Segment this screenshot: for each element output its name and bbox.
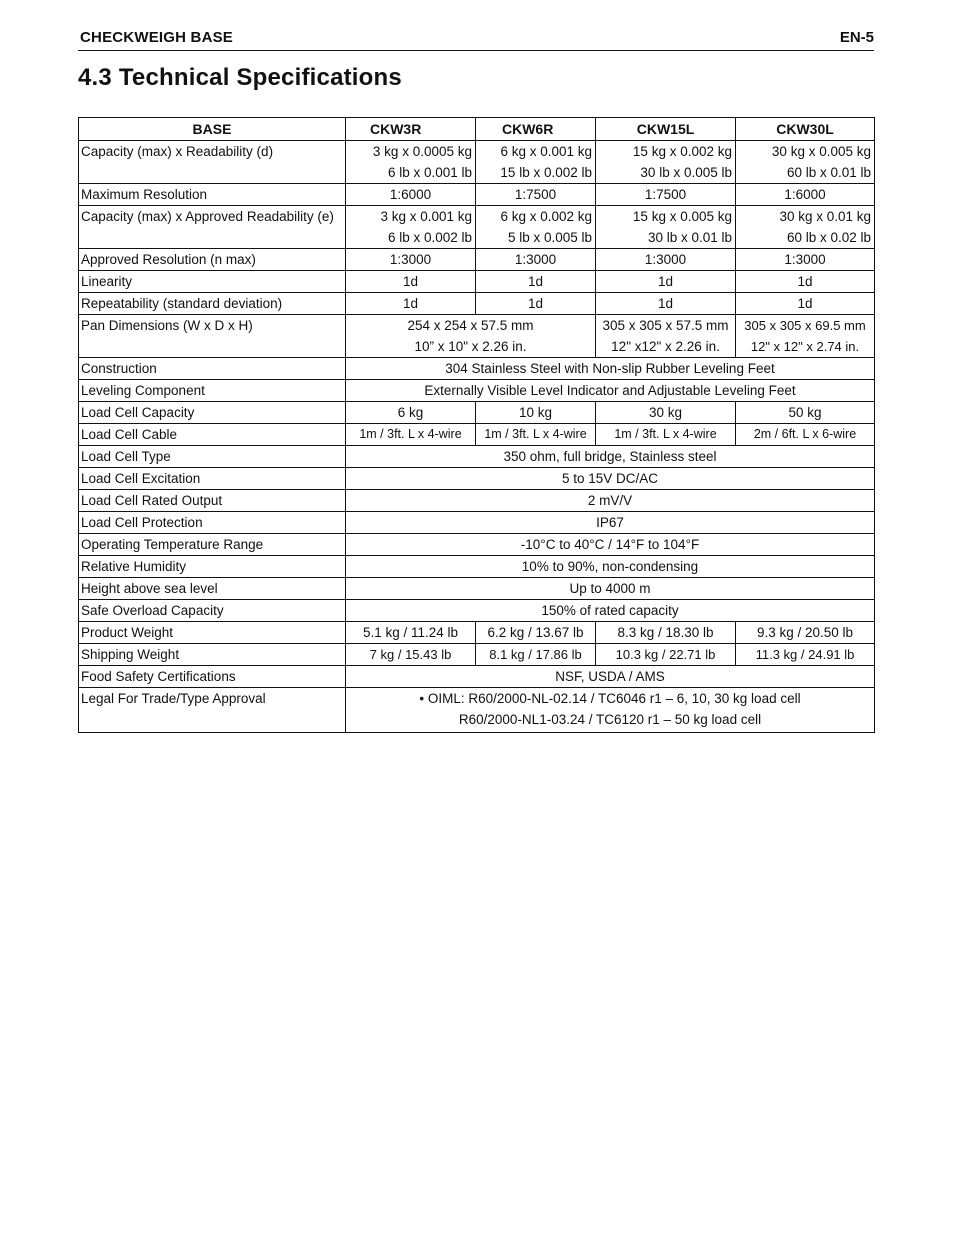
table-row bbox=[79, 358, 875, 380]
row-label: Load Cell Cable bbox=[79, 424, 346, 446]
table-cell: 304 Stainless Steel with Non-slip Rubber Leveling Feet bbox=[346, 358, 875, 380]
table-cell: 10.3 kg / 22.71 lb bbox=[596, 644, 736, 666]
row-label: Safe Overload Capacity bbox=[79, 600, 346, 622]
table-row bbox=[79, 206, 875, 249]
row-label: Load Cell Capacity bbox=[79, 402, 346, 424]
table-cell: 305 x 305 x 69.5 mm 12" x 12" x 2.74 in. bbox=[736, 315, 875, 358]
row-label: Food Safety Certifications bbox=[79, 666, 346, 688]
row-label: Load Cell Rated Output bbox=[79, 490, 346, 512]
table-row bbox=[79, 512, 875, 534]
row-label: Construction bbox=[79, 358, 346, 380]
table-cell: 10 kg bbox=[476, 402, 596, 424]
table-cell: 2 mV/V bbox=[346, 490, 875, 512]
row-label: Load Cell Protection bbox=[79, 512, 346, 534]
row-label: Legal For Trade/Type Approval bbox=[79, 688, 346, 733]
table-cell: 1d bbox=[346, 293, 476, 315]
table-row bbox=[79, 556, 875, 578]
table-cell: 6 kg x 0.002 kg 5 lb x 0.005 lb bbox=[476, 206, 596, 249]
table-cell: 3 kg x 0.0005 kg 6 lb x 0.001 lb bbox=[346, 141, 476, 184]
table-cell: 1:7500 bbox=[476, 184, 596, 206]
column-header-ckw3r: CKW3R bbox=[346, 118, 476, 141]
table-row bbox=[79, 578, 875, 600]
table-cell: 1:6000 bbox=[346, 184, 476, 206]
table-cell: 1d bbox=[596, 293, 736, 315]
table-cell: 1:7500 bbox=[596, 184, 736, 206]
table-cell: Up to 4000 m bbox=[346, 578, 875, 600]
column-header-base: BASE bbox=[79, 118, 346, 141]
row-label: Capacity (max) x Readability (d) bbox=[79, 141, 346, 184]
table-cell: Externally Visible Level Indicator and Adjustable Leveling Feet bbox=[346, 380, 875, 402]
row-label: Load Cell Type bbox=[79, 446, 346, 468]
row-label: Repeatability (standard deviation) bbox=[79, 293, 346, 315]
table-row bbox=[79, 534, 875, 556]
table-cell: 11.3 kg / 24.91 lb bbox=[736, 644, 875, 666]
column-header-ckw15l: CKW15L bbox=[596, 118, 736, 141]
table-cell: 1:3000 bbox=[476, 249, 596, 271]
table-row bbox=[79, 249, 875, 271]
column-header-ckw30l: CKW30L bbox=[736, 118, 875, 141]
table-row bbox=[79, 644, 875, 666]
table-row bbox=[79, 380, 875, 402]
table-cell: 1d bbox=[476, 271, 596, 293]
table-cell: 1m / 3ft. L x 4-wire bbox=[476, 424, 596, 446]
table-cell: 150% of rated capacity bbox=[346, 600, 875, 622]
table-cell: -10°C to 40°C / 14°F to 104°F bbox=[346, 534, 875, 556]
table-cell: 6 kg x 0.001 kg 15 lb x 0.002 lb bbox=[476, 141, 596, 184]
row-label: Operating Temperature Range bbox=[79, 534, 346, 556]
table-row bbox=[79, 424, 875, 446]
table-cell: 6.2 kg / 13.67 lb bbox=[476, 622, 596, 644]
table-row bbox=[79, 402, 875, 424]
table-row bbox=[79, 184, 875, 206]
table-cell: 5 to 15V DC/AC bbox=[346, 468, 875, 490]
table-cell: 15 kg x 0.002 kg 30 lb x 0.005 lb bbox=[596, 141, 736, 184]
table-row bbox=[79, 468, 875, 490]
table-cell: 1d bbox=[596, 271, 736, 293]
table-cell: 10% to 90%, non-condensing bbox=[346, 556, 875, 578]
table-row bbox=[79, 141, 875, 184]
table-cell: 6 kg bbox=[346, 402, 476, 424]
row-label: Maximum Resolution bbox=[79, 184, 346, 206]
table-row bbox=[79, 600, 875, 622]
row-label: Shipping Weight bbox=[79, 644, 346, 666]
page-number: EN-5 bbox=[839, 29, 874, 46]
table-cell: 1:3000 bbox=[346, 249, 476, 271]
row-label: Capacity (max) x Approved Readability (e) bbox=[79, 206, 346, 249]
specifications-table bbox=[78, 117, 875, 733]
table-cell: 350 ohm, full bridge, Stainless steel bbox=[346, 446, 875, 468]
table-cell: 1d bbox=[476, 293, 596, 315]
table-row bbox=[79, 490, 875, 512]
row-label: Relative Humidity bbox=[79, 556, 346, 578]
row-label: Height above sea level bbox=[79, 578, 346, 600]
table-row bbox=[79, 688, 875, 733]
table-row bbox=[79, 622, 875, 644]
table-row bbox=[79, 666, 875, 688]
table-cell: 1:3000 bbox=[596, 249, 736, 271]
table-cell: 1:6000 bbox=[736, 184, 875, 206]
table-cell: 1d bbox=[736, 271, 875, 293]
section-title: CHECKWEIGH BASE bbox=[80, 29, 234, 46]
page-header bbox=[78, 28, 874, 51]
table-cell: 305 x 305 x 57.5 mm 12" x12" x 2.26 in. bbox=[596, 315, 736, 358]
table-row bbox=[79, 293, 875, 315]
row-label: Product Weight bbox=[79, 622, 346, 644]
row-label: Linearity bbox=[79, 271, 346, 293]
table-header-row bbox=[79, 118, 875, 141]
column-header-ckw6r: CKW6R bbox=[476, 118, 596, 141]
table-cell: 1:3000 bbox=[736, 249, 875, 271]
table-cell: NSF, USDA / AMS bbox=[346, 666, 875, 688]
table-cell: 1d bbox=[346, 271, 476, 293]
table-cell: 8.1 kg / 17.86 lb bbox=[476, 644, 596, 666]
table-cell: 1d bbox=[736, 293, 875, 315]
table-cell: 5.1 kg / 11.24 lb bbox=[346, 622, 476, 644]
row-label: Approved Resolution (n max) bbox=[79, 249, 346, 271]
table-cell: 8.3 kg / 18.30 lb bbox=[596, 622, 736, 644]
table-cell: 15 kg x 0.005 kg 30 lb x 0.01 lb bbox=[596, 206, 736, 249]
table-row bbox=[79, 446, 875, 468]
table-cell: 254 x 254 x 57.5 mm 10” x 10" x 2.26 in. bbox=[346, 315, 596, 358]
table-row bbox=[79, 315, 875, 358]
table-cell: 1m / 3ft. L x 4-wire bbox=[346, 424, 476, 446]
table-cell: 30 kg bbox=[596, 402, 736, 424]
table-cell: 1m / 3ft. L x 4-wire bbox=[596, 424, 736, 446]
row-label: Leveling Component bbox=[79, 380, 346, 402]
table-cell bbox=[346, 688, 875, 733]
table-cell: 2m / 6ft. L x 6-wire bbox=[736, 424, 875, 446]
table-cell: IP67 bbox=[346, 512, 875, 534]
approval-line-1: • OIML: R60/2000-NL-02.14 / TC6046 r1 – 6, 10, 30 kg load cell bbox=[419, 691, 801, 706]
table-cell: 9.3 kg / 20.50 lb bbox=[736, 622, 875, 644]
table-cell: 7 kg / 15.43 lb bbox=[346, 644, 476, 666]
table-cell: 30 kg x 0.01 kg 60 lb x 0.02 lb bbox=[736, 206, 875, 249]
table-row bbox=[79, 271, 875, 293]
table-cell: 30 kg x 0.005 kg 60 lb x 0.01 lb bbox=[736, 141, 875, 184]
table-cell: 50 kg bbox=[736, 402, 875, 424]
page-title: 4.3 Technical Specifications bbox=[78, 64, 402, 91]
row-label: Load Cell Excitation bbox=[79, 468, 346, 490]
table-cell: 3 kg x 0.001 kg 6 lb x 0.002 lb bbox=[346, 206, 476, 249]
row-label: Pan Dimensions (W x D x H) bbox=[79, 315, 346, 358]
approval-line-2: R60/2000-NL1-03.24 / TC6120 r1 – 50 kg load cell bbox=[458, 712, 762, 727]
